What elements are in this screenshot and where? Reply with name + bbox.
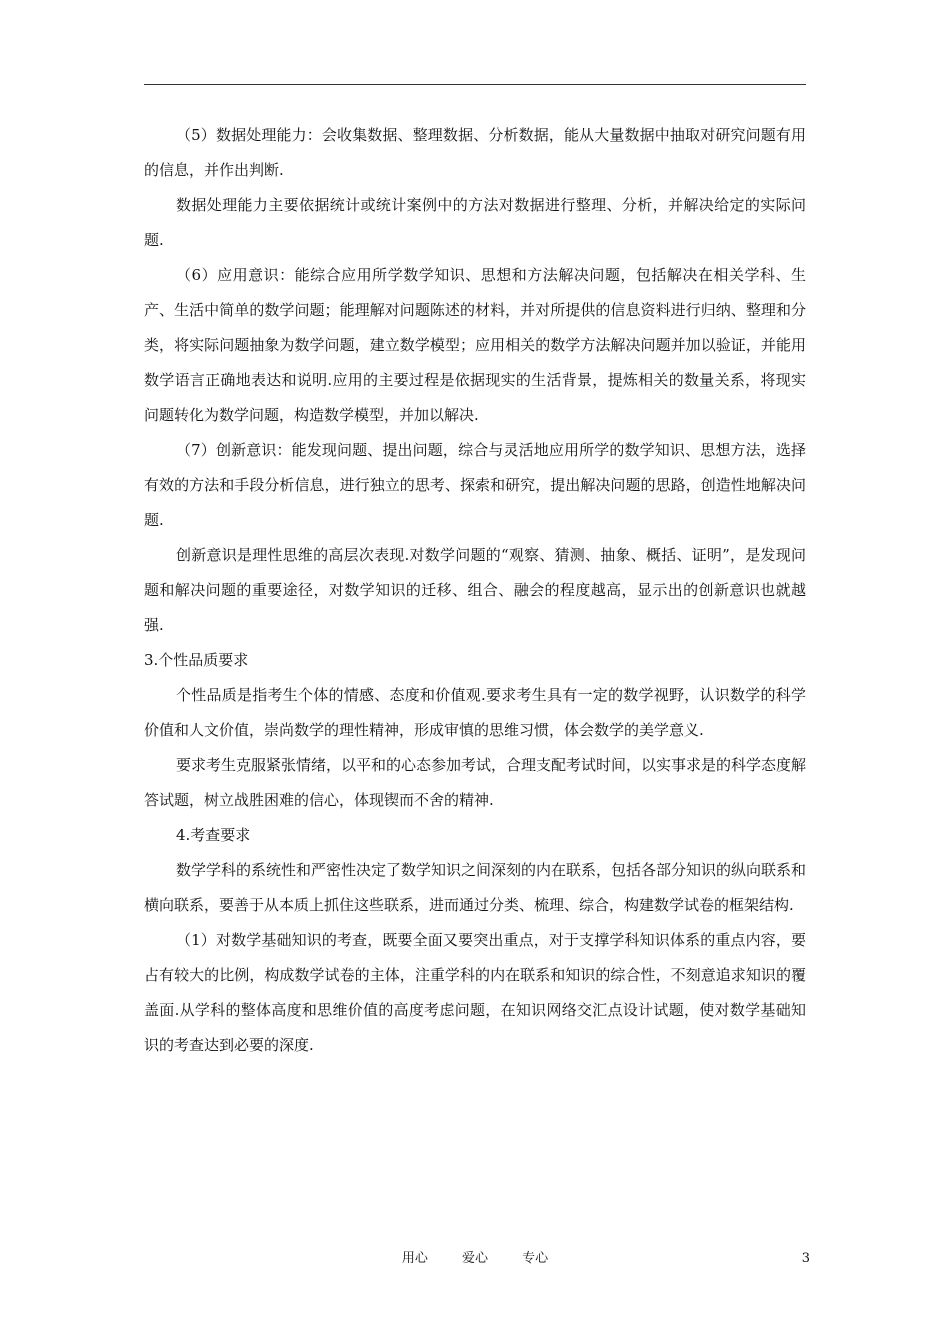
document-body bbox=[144, 118, 806, 1063]
page-number: 3 bbox=[801, 1251, 810, 1266]
paragraph-data-processing: （5）数据处理能力：会收集数据、整理数据、分析数据，能从大量数据中抽取对研究问题有用的信息，并作出判断. bbox=[144, 126, 806, 179]
paragraph-exam-attitude: 要求考生克服紧张情绪，以平和的心态参加考试，合理支配考试时间，以实事求是的科学态度解答试题，树立战胜困难的信心，体现锲而不舍的精神. bbox=[144, 756, 807, 809]
page-footer bbox=[0, 1247, 950, 1271]
paragraph-personal-quality: 个性品质是指考生个体的情感、态度和价值观.要求考生具有一定的数学视野，认识数学的科学价值和人文价值，崇尚数学的理性精神，形成审慎的思维习惯，体会数学的美学意义. bbox=[144, 686, 806, 739]
footer-motto-item: 爱心 bbox=[461, 1251, 488, 1266]
paragraph-data-processing-detail: 数据处理能力主要依据统计或统计案例中的方法对数据进行整理、分析，并解决给定的实际问题. bbox=[144, 196, 806, 249]
header-rule bbox=[144, 84, 806, 85]
section-heading-assessment: 4.考查要求 bbox=[176, 826, 251, 844]
paragraph-innovation-awareness: （7）创新意识：能发现问题、提出问题，综合与灵活地应用所学的数学知识、思想方法，选择有效的方法和手段分析信息，进行独立的思考、探索和研究，提出解决问题的思路，创造性地解决问题. bbox=[144, 441, 806, 529]
paragraph-basic-knowledge: （1）对数学基础知识的考查，既要全面又要突出重点，对于支撑学科知识体系的重点内容，要占有较大的比例，构成数学试卷的主体，注重学科的内在联系和知识的综合性，不刻意追求知识的覆盖面.从学科的整体高度和思维价值的高度考虑问题，在知识网络交汇点设计试题，使对数学基础知识的考查达到必要的深度. bbox=[144, 931, 806, 1054]
section-heading-personal-quality: 3.个性品质要求 bbox=[144, 651, 249, 669]
footer-motto-item: 用心 bbox=[401, 1251, 428, 1266]
paragraph-assessment-intro: 数学学科的系统性和严密性决定了数学知识之间深刻的内在联系，包括各部分知识的纵向联系和横向联系，要善于从本质上抓住这些联系，进而通过分类、梳理、综合，构建数学试卷的框架结构. bbox=[144, 861, 807, 914]
paragraph-application-awareness: （6）应用意识：能综合应用所学数学知识、思想和方法解决问题，包括解决在相关学科、生产、生活中简单的数学问题；能理解对问题陈述的材料，并对所提供的信息资料进行归纳、整理和分类，将实际问题抽象为数学问题，建立数学模型；应用相关的数学方法解决问题并加以验证，并能用数学语言正确地表达和说明.应用的主要过程是依据现实的生活背景，提炼相关的数量关系，将现实问题转化为数学问题，构造数学模型，并加以解决. bbox=[144, 266, 806, 424]
paragraph-innovation-detail: 创新意识是理性思维的高层次表现.对数学问题的“观察、猜测、抽象、概括、证明”，是发现问题和解决问题的重要途径，对数学知识的迁移、组合、融会的程度越高，显示出的创新意识也就越强. bbox=[144, 546, 806, 634]
footer-motto-item: 专心 bbox=[522, 1251, 549, 1266]
